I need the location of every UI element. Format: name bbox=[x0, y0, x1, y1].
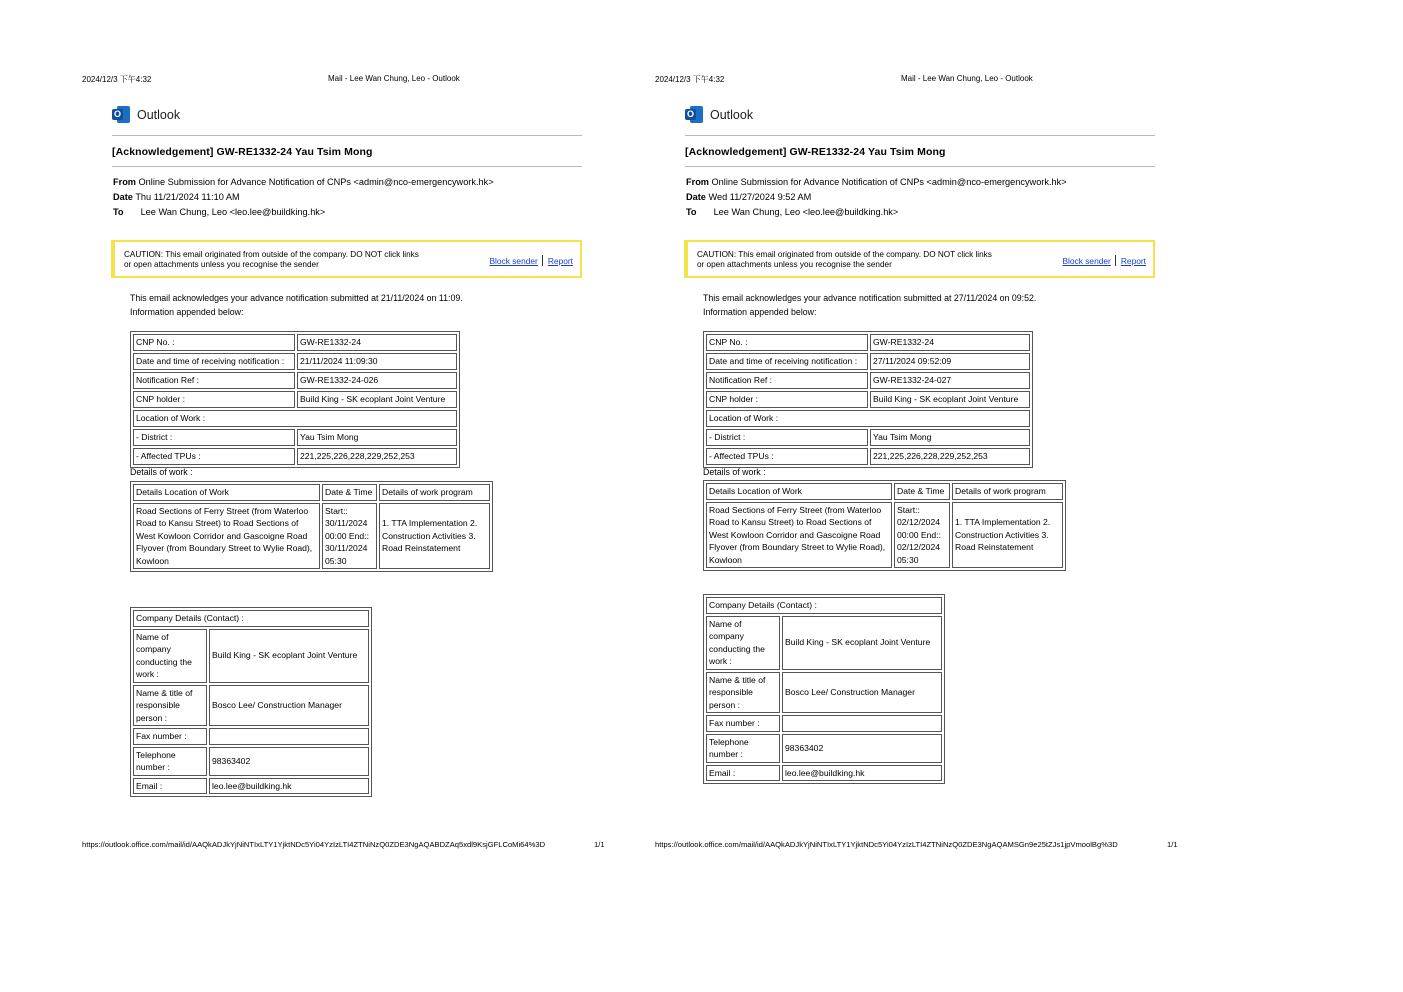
table-cell-value: Build King - SK ecoplant Joint Venture bbox=[297, 391, 457, 408]
date-value: Wed 11/27/2024 9:52 AM bbox=[708, 192, 812, 202]
outlook-logo-icon: O bbox=[112, 106, 130, 123]
intro-line-2: Information appended below: bbox=[703, 306, 817, 317]
from-value: Online Submission for Advance Notification of CNPs <admin@nco-emergencywork.hk> bbox=[138, 177, 494, 187]
table-cell-label: Telephone number : bbox=[706, 734, 780, 763]
date-line bbox=[113, 192, 240, 202]
table-cell-value: Yau Tsim Mong bbox=[297, 429, 457, 446]
date-value: Thu 11/21/2024 11:10 AM bbox=[135, 192, 240, 202]
from-value: Online Submission for Advance Notification of CNPs <admin@nco-emergencywork.hk> bbox=[711, 177, 1067, 187]
company-header: Company Details (Contact) : bbox=[133, 610, 369, 627]
caution-line-2: or open attachments unless you recognise the sender bbox=[124, 260, 319, 269]
table-cell-label: Telephone number : bbox=[133, 747, 207, 776]
table-row bbox=[133, 334, 457, 351]
table-row bbox=[133, 391, 457, 408]
table-row bbox=[706, 334, 1030, 351]
table-header-row bbox=[706, 597, 942, 614]
work-datetime-cell: Start:: 30/11/2024 00:00 End:: 30/11/2024 05:30 bbox=[322, 503, 377, 570]
divider bbox=[685, 166, 1155, 167]
table-cell-label: CNP holder : bbox=[706, 391, 868, 408]
work-details-table bbox=[130, 481, 493, 572]
table-cell-label: Email : bbox=[706, 765, 780, 782]
table-cell-value bbox=[782, 715, 942, 732]
table-row bbox=[706, 765, 942, 782]
work-program-cell: 1. TTA Implementation 2. Construction Activities 3. Road Reinstatement bbox=[379, 503, 490, 570]
table-cell-value bbox=[209, 728, 369, 745]
table-row bbox=[706, 502, 1063, 569]
company-header: Company Details (Contact) : bbox=[706, 597, 942, 614]
block-sender-link[interactable]: Block sender bbox=[1062, 256, 1111, 266]
outlook-logo bbox=[685, 106, 753, 123]
table-cell-value: GW-RE1332-24-027 bbox=[870, 372, 1030, 389]
table-cell-label: Notification Ref : bbox=[706, 372, 868, 389]
table-header-row bbox=[133, 484, 490, 501]
table-row bbox=[133, 685, 369, 727]
footer-page-number: 1/1 bbox=[1167, 840, 1178, 849]
table-row bbox=[133, 629, 369, 683]
print-date: 2024/12/3 下午4:32 bbox=[655, 75, 725, 84]
to-value: Lee Wan Chung, Leo <leo.lee@buildking.hk> bbox=[140, 207, 326, 217]
table-cell-label: Location of Work : bbox=[706, 410, 1030, 427]
table-cell-value: Build King - SK ecoplant Joint Venture bbox=[782, 616, 942, 670]
table-cell-value: GW-RE1332-24 bbox=[870, 334, 1030, 351]
table-cell-label: CNP holder : bbox=[133, 391, 295, 408]
work-program-cell: 1. TTA Implementation 2. Construction Activities 3. Road Reinstatement bbox=[952, 502, 1063, 569]
email-subject: [Acknowledgement] GW-RE1332-24 Yau Tsim Mong bbox=[685, 146, 946, 158]
app-name: Outlook bbox=[710, 107, 754, 122]
caution-text bbox=[124, 250, 454, 270]
outlook-logo-icon: O bbox=[685, 106, 703, 123]
intro-line-2: Information appended below: bbox=[130, 306, 244, 317]
table-cell-label: Name of company conducting the work : bbox=[133, 629, 207, 683]
email-subject: [Acknowledgement] GW-RE1332-24 Yau Tsim Mong bbox=[112, 146, 373, 158]
table-cell-label: Location of Work : bbox=[133, 410, 457, 427]
divider bbox=[112, 166, 582, 167]
table-cell-value: GW-RE1332-24-026 bbox=[297, 372, 457, 389]
caution-line-1: CAUTION: This email originated from outside of the company. DO NOT click links bbox=[124, 250, 419, 259]
table-row bbox=[706, 616, 942, 670]
table-cell-label: Email : bbox=[133, 778, 207, 795]
caution-actions bbox=[1062, 255, 1146, 266]
table-row bbox=[133, 747, 369, 776]
table-cell-value: GW-RE1332-24 bbox=[297, 334, 457, 351]
table-cell-value: 221,225,226,228,229,252,253 bbox=[297, 448, 457, 465]
table-row bbox=[133, 448, 457, 465]
table-cell-label: - District : bbox=[706, 429, 868, 446]
table-cell-value: leo.lee@buildking.hk bbox=[782, 765, 942, 782]
column-header: Date & Time bbox=[322, 484, 377, 501]
table-row bbox=[133, 410, 457, 427]
report-link[interactable]: Report bbox=[547, 256, 573, 266]
caution-banner bbox=[111, 240, 582, 278]
caution-line-2: or open attachments unless you recognise the sender bbox=[697, 260, 892, 269]
table-cell-value: Bosco Lee/ Construction Manager bbox=[209, 685, 369, 727]
caution-line-1: CAUTION: This email originated from outside of the company. DO NOT click links bbox=[697, 250, 992, 259]
table-cell-label: Name & title of responsible person : bbox=[706, 672, 780, 714]
to-label: To bbox=[113, 207, 124, 217]
printed-email-page-2 bbox=[655, 0, 1255, 992]
intro-text bbox=[703, 292, 1036, 319]
table-cell-value: Bosco Lee/ Construction Manager bbox=[782, 672, 942, 714]
print-title: Mail - Lee Wan Chung, Leo - Outlook bbox=[901, 74, 1033, 83]
table-row bbox=[133, 353, 457, 370]
to-label: To bbox=[686, 207, 697, 217]
table-cell-value: leo.lee@buildking.hk bbox=[209, 778, 369, 795]
table-cell-value: 98363402 bbox=[209, 747, 369, 776]
table-row bbox=[706, 715, 942, 732]
table-cell-label: CNP No. : bbox=[706, 334, 868, 351]
caution-actions bbox=[489, 255, 573, 266]
printed-email-page-1 bbox=[82, 0, 682, 992]
print-date: 2024/12/3 下午4:32 bbox=[82, 75, 152, 84]
caution-banner bbox=[684, 240, 1155, 278]
table-row bbox=[706, 391, 1030, 408]
table-row bbox=[706, 734, 942, 763]
print-title: Mail - Lee Wan Chung, Leo - Outlook bbox=[328, 74, 460, 83]
column-header: Date & Time bbox=[894, 483, 950, 500]
table-cell-label: CNP No. : bbox=[133, 334, 295, 351]
caution-text bbox=[697, 250, 1027, 270]
report-link[interactable]: Report bbox=[1120, 256, 1146, 266]
from-line bbox=[686, 177, 1067, 187]
table-row bbox=[706, 672, 942, 714]
table-cell-label: Name of company conducting the work : bbox=[706, 616, 780, 670]
divider bbox=[112, 135, 582, 136]
table-row bbox=[706, 410, 1030, 427]
table-row bbox=[133, 503, 490, 570]
table-row bbox=[133, 728, 369, 745]
column-header: Details Location of Work bbox=[706, 483, 892, 500]
company-details-table bbox=[130, 607, 372, 797]
table-row bbox=[133, 429, 457, 446]
date-line bbox=[686, 192, 811, 202]
table-cell-value: Build King - SK ecoplant Joint Venture bbox=[209, 629, 369, 683]
work-details-table bbox=[703, 480, 1066, 571]
to-line bbox=[686, 207, 898, 217]
table-header-row bbox=[706, 483, 1063, 500]
table-cell-label: - Affected TPUs : bbox=[706, 448, 868, 465]
details-of-work-label: Details of work : bbox=[130, 467, 193, 477]
column-header: Details of work program bbox=[952, 483, 1063, 500]
table-cell-value: 27/11/2024 09:52:09 bbox=[870, 353, 1030, 370]
to-line bbox=[113, 207, 325, 217]
footer-url: https://outlook.office.com/mail/id/AAQkADJkYjNiNTIxLTY1YjktNDc5Yi04YzIzLTI4ZTNiNzQ0ZDE3NgAQABDZAq5xdl9KsjGFLCoMi64%3D bbox=[82, 840, 546, 849]
date-label: Date bbox=[686, 192, 706, 202]
table-cell-label: - Affected TPUs : bbox=[133, 448, 295, 465]
from-line bbox=[113, 177, 494, 187]
footer-url: https://outlook.office.com/mail/id/AAQkADJkYjNiNTIxLTY1YjktNDc5Yi04YzIzLTI4ZTNiNzQ0ZDE3NgAQAMSGn9e25tZJs1jpVmoolBg%3D bbox=[655, 840, 1118, 849]
table-cell-label: Notification Ref : bbox=[133, 372, 295, 389]
intro-line-1: This email acknowledges your advance notification submitted at 27/11/2024 on 09:52. bbox=[703, 293, 1037, 303]
table-row bbox=[706, 372, 1030, 389]
table-cell-value: Yau Tsim Mong bbox=[870, 429, 1030, 446]
outlook-logo bbox=[112, 106, 180, 123]
notification-table bbox=[130, 331, 460, 468]
footer-page-number: 1/1 bbox=[594, 840, 605, 849]
table-cell-label: Fax number : bbox=[133, 728, 207, 745]
table-row bbox=[706, 353, 1030, 370]
block-sender-link[interactable]: Block sender bbox=[489, 256, 538, 266]
work-location-cell: Road Sections of Ferry Street (from Waterloo Road to Kansu Street) to Road Sections of West Kowloon Corridor and Gascoigne Road Flyover (from Boundary Street to Wylie Road), Kowloon bbox=[133, 503, 320, 570]
intro-line-1: This email acknowledges your advance notification submitted at 21/11/2024 on 11:09. bbox=[130, 293, 463, 303]
from-label: From bbox=[686, 177, 709, 187]
table-row bbox=[133, 372, 457, 389]
table-cell-label: Date and time of receiving notification : bbox=[706, 353, 868, 370]
table-cell-value: 21/11/2024 11:09:30 bbox=[297, 353, 457, 370]
table-row bbox=[706, 429, 1030, 446]
notification-table bbox=[703, 331, 1033, 468]
work-location-cell: Road Sections of Ferry Street (from Waterloo Road to Kansu Street) to Road Sections of West Kowloon Corridor and Gascoigne Road Flyover (from Boundary Street to Wylie Road), Kowloon bbox=[706, 502, 892, 569]
table-row bbox=[133, 778, 369, 795]
table-header-row bbox=[133, 610, 369, 627]
table-cell-value: 221,225,226,228,229,252,253 bbox=[870, 448, 1030, 465]
intro-text bbox=[130, 292, 463, 319]
divider bbox=[685, 135, 1155, 136]
table-cell-label: Name & title of responsible person : bbox=[133, 685, 207, 727]
table-cell-label: Date and time of receiving notification : bbox=[133, 353, 295, 370]
table-row bbox=[706, 448, 1030, 465]
table-cell-value: 98363402 bbox=[782, 734, 942, 763]
work-datetime-cell: Start:: 02/12/2024 00:00 End:: 02/12/2024 05:30 bbox=[894, 502, 950, 569]
from-label: From bbox=[113, 177, 136, 187]
date-label: Date bbox=[113, 192, 133, 202]
table-cell-value: Build King - SK ecoplant Joint Venture bbox=[870, 391, 1030, 408]
details-of-work-label: Details of work : bbox=[703, 467, 766, 477]
column-header: Details Location of Work bbox=[133, 484, 320, 501]
to-value: Lee Wan Chung, Leo <leo.lee@buildking.hk> bbox=[713, 207, 899, 217]
column-header: Details of work program bbox=[379, 484, 490, 501]
app-name: Outlook bbox=[137, 107, 181, 122]
table-cell-label: Fax number : bbox=[706, 715, 780, 732]
table-cell-label: - District : bbox=[133, 429, 295, 446]
company-details-table bbox=[703, 594, 945, 784]
